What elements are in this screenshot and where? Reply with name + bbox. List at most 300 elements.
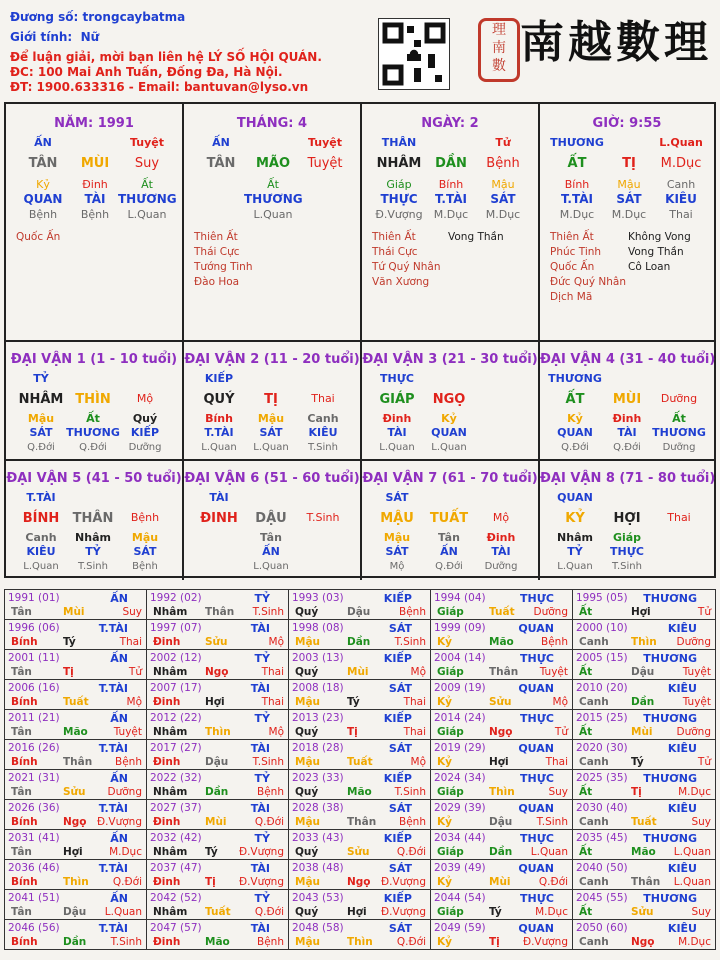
year-phase: Q.Đới [254,906,284,918]
pillar-text: M.Dục [611,208,647,221]
year-god: KIẾP [383,652,412,665]
year-branch: Tý [347,696,360,708]
pillar-text: ẤT [567,156,587,171]
year-god: TỶ [254,592,270,605]
gender-line [10,30,99,44]
brand-logo: 南越數理 [520,17,712,68]
dai-van-hidden-god: QUAN [431,426,467,439]
year-branch: Tuất [205,906,231,918]
year-cell [431,740,573,770]
year-stem: Kỷ [437,936,452,948]
year-cell [289,680,431,710]
year-branch: Tý [205,846,218,858]
year-label: 1996 (06) [8,622,60,634]
year-branch: Thìn [205,726,231,738]
gender-label: Giới tính: [10,30,73,44]
year-phase: M.Dục [678,936,711,948]
year-branch: Thìn [631,636,657,648]
year-label: 2036 (46) [8,862,60,874]
year-cell [289,920,431,950]
year-cell [573,710,715,740]
year-god: TÀI [250,622,270,635]
year-god: T.TÀI [98,922,128,935]
year-god: QUAN [518,862,554,875]
dai-van-stem: BÍNH [22,511,60,526]
year-stem: Đinh [153,756,181,768]
year-cell [573,830,715,860]
pillar-cell [6,104,184,342]
dai-van-hidden-god: TỶ [85,545,101,558]
pillar-text: L.Quan [127,208,167,221]
year-branch: Dậu [63,906,87,918]
year-label: 1991 (01) [8,592,60,604]
dai-van-hidden-stem: Ất [672,412,686,425]
year-phase: Suy [691,816,711,828]
dai-van-title: ĐẠI VẬN 5 (41 - 50 tuổi) [6,471,182,486]
year-branch: Dậu [347,606,371,618]
qr-code-icon [378,18,450,90]
year-branch: Dậu [489,816,513,828]
year-phase: M.Dục [678,786,711,798]
year-stem: Kỷ [437,756,452,768]
pillar-text: Đinh [82,178,108,191]
year-god: THƯƠNG [643,892,697,905]
year-god: TỶ [254,712,270,725]
dai-van-hidden-stem: Canh [307,412,339,425]
dai-van-hidden-stem: Đinh [382,412,412,425]
dai-van-hidden-phase: L.Quan [557,561,593,572]
dai-van-hidden-phase: Q.Đới [435,561,463,572]
pillar-stars-left [194,230,252,290]
year-stem: Mậu [295,816,321,828]
year-god: THỰC [520,772,554,785]
year-stem: Nhâm [153,606,188,618]
pillar-text: Tuyệt [307,156,343,171]
year-cell [289,650,431,680]
dai-van-branch: TUẤT [429,511,469,526]
year-stem: Quý [295,606,319,618]
year-phase: Bệnh [399,816,426,828]
dai-van-cell [362,342,540,461]
year-label: 1998 (08) [292,622,344,634]
pillar-text: ẤN [212,136,230,149]
year-label: 2029 (39) [434,802,486,814]
year-phase: Bệnh [541,636,568,648]
pillar-text: Suy [134,156,160,171]
year-cell [5,800,147,830]
star-item: Quốc Ấn [16,231,61,243]
year-label: 2048 (58) [292,922,344,934]
year-label: 2028 (38) [292,802,344,814]
year-label: 2010 (20) [576,682,628,694]
year-cell [147,710,289,740]
year-cell [5,830,147,860]
year-god: THƯƠNG [643,652,697,665]
dai-van-title: ĐẠI VẬN 3 (21 - 30 tuổi) [362,352,538,367]
year-label: 2001 (11) [8,652,60,664]
dai-van-hidden-god: ẤN [262,545,280,558]
dai-van-hidden-stem: Đinh [612,412,642,425]
year-cell [289,770,431,800]
year-god: KIÊU [667,742,697,755]
pillar-text: Tuyệt [129,136,164,149]
year-stem: Mậu [295,876,321,888]
address-line: ĐC: 100 Mai Anh Tuấn, Đống Đa, Hà Nội. [10,65,283,79]
dai-van-hidden-god: THƯƠNG [652,426,706,439]
dai-van-title: ĐẠI VẬN 2 (11 - 20 tuổi) [184,352,360,367]
year-god: T.TÀI [98,682,128,695]
year-stem: Nhâm [153,846,188,858]
year-label: 1999 (09) [434,622,486,634]
year-branch: Tuất [489,606,515,618]
dai-van-hidden-stem: Canh [25,531,57,544]
dai-van-cell [184,342,362,461]
year-label: 2000 (10) [576,622,628,634]
dai-van-hidden-god: TÀI [617,426,637,439]
dai-van-hidden-phase: T.Sinh [308,442,338,453]
pillar-title: NGÀY: 2 [421,116,479,131]
dai-van-hidden-phase: L.Quan [23,561,59,572]
year-branch: Dần [205,786,229,798]
year-cell [5,860,147,890]
year-god: THƯƠNG [643,772,697,785]
dai-van-hidden-stem: Kỷ [441,412,457,425]
year-stem: Đinh [153,936,181,948]
year-phase: L.Quan [104,906,142,918]
year-cell [431,590,573,620]
year-branch: Thân [63,756,93,768]
pillar-text: QUAN [23,192,63,206]
year-cell [573,680,715,710]
year-god: QUAN [518,922,554,935]
year-phase: Tuyệt [682,666,711,678]
dai-van-title: ĐẠI VẬN 4 (31 - 40 tuổi) [540,352,716,367]
dai-van-title: ĐẠI VẬN 7 (61 - 70 tuổi) [362,471,538,486]
pillar-text: Bệnh [80,208,110,221]
pillar-stars-right [448,230,504,245]
year-label: 2021 (31) [8,772,60,784]
year-branch: Tị [205,876,216,888]
year-stem: Đinh [153,876,181,888]
year-stem: Giáp [437,666,464,678]
year-cell [147,650,289,680]
year-phase: Bệnh [257,786,284,798]
year-phase: Tử [697,756,711,768]
pillar-stars-left [550,230,626,305]
dai-van-hidden-god: KIÊU [308,426,338,439]
year-cell [147,620,289,650]
year-phase: Bệnh [257,936,284,948]
dai-van-hidden-god: THƯƠNG [66,426,120,439]
dai-van-hidden-stem: Tân [260,531,282,544]
star-item: Thiên Ất [372,231,416,243]
dai-van-cell [540,342,714,461]
dai-van-branch: DẬU [255,511,287,526]
year-label: 2011 (21) [8,712,60,724]
pillar-text: MÙI [80,156,110,171]
year-phase: Mộ [410,666,426,678]
pillar-text: M.Dục [559,208,595,221]
year-stem: Bính [11,876,38,888]
year-stem: Nhâm [153,786,188,798]
year-god: SÁT [388,922,412,935]
year-god: KIÊU [667,922,697,935]
header [0,0,720,100]
year-stem: Canh [579,756,609,768]
dai-van-phase: Thai [667,511,691,524]
dai-van-title: ĐẠI VẬN 8 (71 - 80 tuổi) [540,471,716,486]
year-cell [289,590,431,620]
pillar-text: Bính [438,178,464,191]
dai-van-hidden-stem: Quý [132,412,158,425]
year-cell [289,890,431,920]
dai-van-hidden-god: QUAN [557,426,593,439]
year-label: 2047 (57) [150,922,202,934]
year-phase: L.Quan [673,846,711,858]
star-item: Thái Cực [372,246,418,258]
dai-van-god: TỶ [33,372,49,385]
pillar-text: Ất [141,178,153,191]
year-label: 2017 (27) [150,742,202,754]
year-god: ẤN [110,892,128,905]
pillar-text: Bính [564,178,590,191]
year-branch: Tuất [347,756,373,768]
year-cell [431,620,573,650]
year-stem: Quý [295,786,319,798]
dai-van-branch: TỊ [264,392,278,407]
year-phase: Thai [545,756,568,768]
year-phase: Dưỡng [676,636,711,648]
year-stem: Giáp [437,726,464,738]
year-branch: Sửu [63,786,86,798]
dai-van-stem: QUÝ [203,392,235,407]
year-phase: T.Sinh [252,756,284,768]
dai-van-hidden-stem: Tân [438,531,460,544]
year-label: 2038 (48) [292,862,344,874]
year-god: QUAN [518,742,554,755]
year-stem: Nhâm [153,726,188,738]
year-god: TỶ [254,772,270,785]
year-god: TỶ [254,832,270,845]
year-stem: Quý [295,906,319,918]
year-god: ẤN [110,592,128,605]
year-stem: Nhâm [153,666,188,678]
year-phase: Dưỡng [107,786,142,798]
year-label: 2015 (25) [576,712,628,724]
year-label: 2046 (56) [8,922,60,934]
year-phase: Bệnh [399,606,426,618]
star-item: Văn Xương [372,276,430,288]
year-stem: Đinh [153,816,181,828]
year-cell [289,620,431,650]
year-phase: Thai [403,696,426,708]
dai-van-phase: Bệnh [130,511,160,524]
pillar-text: NHÂM [376,156,422,171]
star-item: Vong Thần [628,246,684,258]
year-branch: Dậu [205,756,229,768]
dai-van-stem: GIÁP [379,392,415,407]
year-cell [147,830,289,860]
dai-van-hidden-stem: Mậu [257,412,285,425]
year-stem: Canh [579,636,609,648]
year-label: 2035 (45) [576,832,628,844]
owner-value: trongcaybatma [82,10,186,24]
year-cell [431,680,573,710]
year-god: THỰC [520,892,554,905]
year-label: 2002 (12) [150,652,202,664]
year-label: 2050 (60) [576,922,628,934]
year-cell [147,890,289,920]
year-phase: Q.Đới [396,936,426,948]
year-phase: M.Dục [109,846,142,858]
year-label: 2027 (37) [150,802,202,814]
star-item: Quốc Ấn [550,261,595,273]
year-cell [573,740,715,770]
year-label: 2025 (35) [576,772,628,784]
dai-van-hidden-god: SÁT [385,545,409,558]
pillar-text: TÂN [28,156,58,171]
year-phase: Tuyệt [682,696,711,708]
year-label: 2041 (51) [8,892,60,904]
year-stem: Tân [11,666,32,678]
dai-van-stem: ĐINH [200,511,238,526]
pillar-text: L.Quan [659,136,703,149]
year-stem: Kỷ [437,696,452,708]
dai-van-hidden-god: T.TÀI [204,426,234,439]
dai-van-hidden-phase: Q.Đới [79,442,107,453]
year-branch: Dần [347,636,371,648]
year-branch: Tý [63,636,76,648]
year-stem: Tân [11,906,32,918]
year-god: ẤN [110,652,128,665]
year-stem: Canh [579,816,609,828]
pillar-text: SÁT [490,192,516,206]
year-branch: Tý [489,906,502,918]
year-branch: Thìn [63,876,89,888]
year-phase: Dưỡng [676,726,711,738]
year-branch: Dần [631,696,655,708]
pillar-title: GIỜ: 9:55 [592,116,662,131]
year-phase: Suy [691,906,711,918]
year-branch: Mão [631,846,656,858]
dai-van-hidden-phase: Q.Đới [561,442,589,453]
year-phase: T.Sinh [394,786,426,798]
star-item: Vong Thần [448,231,504,243]
dai-van-phase: Mộ [136,392,154,405]
year-phase: Suy [548,786,568,798]
dai-van-hidden-god: THỰC [610,545,644,558]
year-stem: Mậu [295,756,321,768]
year-cell [5,890,147,920]
star-item: Cô Loan [628,261,671,273]
dai-van-god: THỰC [380,372,414,385]
year-label: 2003 (13) [292,652,344,664]
pillar-text: KIÊU [665,192,697,206]
pillar-text: Kỷ [36,178,50,191]
year-cell [147,860,289,890]
dai-van-hidden-phase: Mộ [389,561,405,572]
pillar-text: L.Quan [253,208,293,221]
year-cell [431,830,573,860]
year-cell [431,860,573,890]
year-branch: Mão [205,936,230,948]
pillar-text: Bệnh [486,156,520,171]
pillars-grid [4,102,716,578]
pillar-cell [540,104,714,342]
year-stem: Giáp [437,786,464,798]
year-god: QUAN [518,682,554,695]
year-phase: L.Quan [673,876,711,888]
gender-value: Nữ [80,30,100,44]
dai-van-branch: THÂN [72,511,114,526]
year-phase: Bệnh [115,756,142,768]
year-cell [147,680,289,710]
star-item: Tướng Tinh [194,261,253,273]
dai-van-branch: HỢI [613,511,641,526]
year-phase: Đ.Vượng [238,876,284,888]
year-stem: Đinh [153,696,181,708]
year-stem: Quý [295,666,319,678]
year-branch: Hợi [63,846,83,858]
dai-van-phase: Dưỡng [660,392,698,405]
year-cell [573,890,715,920]
dai-van-hidden-phase: Dưỡng [484,561,518,572]
year-phase: Mộ [552,696,568,708]
year-label: 2031 (41) [8,832,60,844]
year-god: TÀI [250,682,270,695]
star-item: Thiên Ất [194,231,238,243]
year-god: SÁT [388,862,412,875]
year-phase: Tuyệt [113,726,142,738]
year-cell [289,710,431,740]
year-cell [431,770,573,800]
year-phase: Đ.Vượng [380,876,426,888]
year-label: 2020 (30) [576,742,628,754]
pillar-text: T.TÀI [561,192,593,206]
year-stem: Kỷ [437,816,452,828]
year-god: KIẾP [383,832,412,845]
dai-van-cell [6,342,184,461]
pillar-stars-left [16,230,60,245]
year-phase: Thai [119,636,142,648]
dai-van-hidden-stem: Giáp [612,531,642,544]
year-cell [431,890,573,920]
year-phase: Tử [554,726,568,738]
pillar-stars-right [628,230,691,275]
dai-van-hidden-phase: T.Sinh [612,561,642,572]
year-branch: Mão [347,786,372,798]
phone-email-line: ĐT: 1900.633316 - Email: bantuvan@lyso.vn [10,80,309,94]
pillar-text: THÂN [381,136,417,149]
year-god: TÀI [250,742,270,755]
year-branch: Thân [205,606,235,618]
year-stem: Ất [579,906,593,918]
year-god: SÁT [388,802,412,815]
year-phase: Dưỡng [533,606,568,618]
year-label: 2026 (36) [8,802,60,814]
year-label: 2018 (28) [292,742,344,754]
year-god: T.TÀI [98,742,128,755]
year-stem: Tân [11,786,32,798]
dai-van-cell [6,461,184,580]
year-label: 2024 (34) [434,772,486,784]
dai-van-phase: Thai [311,392,335,405]
year-cell [573,800,715,830]
dai-van-stem: MẬU [380,511,414,526]
year-god: T.TÀI [98,622,128,635]
year-stem: Canh [579,696,609,708]
year-phase: Thai [403,726,426,738]
